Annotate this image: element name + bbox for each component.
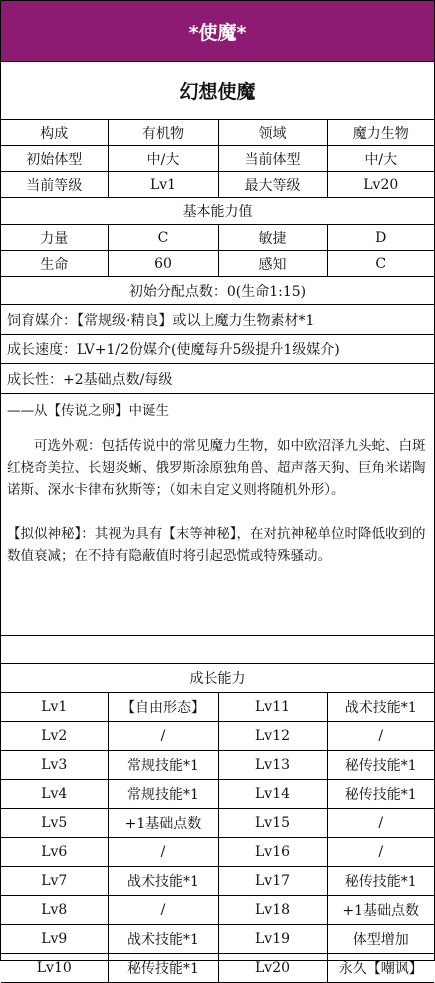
value-cell: D	[327, 225, 434, 251]
value-cell: /	[108, 896, 218, 925]
label-cell: 构成	[1, 120, 108, 146]
label-cell: Lv7	[1, 867, 108, 896]
value-cell: /	[108, 722, 218, 751]
stats-row	[1, 225, 434, 251]
label-cell: 当前体型	[218, 146, 327, 172]
value-cell: 永久【嘲讽】	[327, 954, 434, 983]
label-cell: Lv20	[218, 954, 327, 983]
value-cell: 常规技能*1	[108, 780, 218, 809]
label-cell: Lv3	[1, 751, 108, 780]
value-cell: 60	[108, 251, 218, 277]
familiar-title: 幻想使魔	[1, 62, 434, 120]
label-cell: Lv14	[218, 780, 327, 809]
growth-table	[1, 693, 434, 983]
growth-row	[1, 780, 434, 809]
label-cell: Lv11	[218, 693, 327, 722]
value-cell: /	[327, 809, 434, 838]
label-cell: 当前等级	[1, 172, 108, 198]
value-cell: +1基础点数	[327, 896, 434, 925]
label-cell: 最大等级	[218, 172, 327, 198]
value-cell: 战术技能*1	[108, 867, 218, 896]
label-cell: Lv4	[1, 780, 108, 809]
growth-speed: 成长速度：LV+1/2份媒介(使魔每升5级提升1级媒介)	[1, 335, 434, 364]
label-cell: Lv17	[218, 867, 327, 896]
growth-header: 成长能力	[1, 664, 434, 693]
growth-row	[1, 867, 434, 896]
stats-row	[1, 251, 434, 277]
info-row	[1, 172, 434, 198]
origin-text: ——从【传说之卵】中诞生	[7, 403, 169, 419]
value-cell: /	[108, 838, 218, 867]
growth-row	[1, 954, 434, 983]
label-cell: Lv15	[218, 809, 327, 838]
value-cell: 魔力生物	[327, 120, 434, 146]
initial-points: 初始分配点数：0(生命1:15)	[1, 277, 434, 305]
value-cell: 战术技能*1	[327, 693, 434, 722]
growth-row	[1, 809, 434, 838]
value-cell: 有机物	[108, 120, 218, 146]
value-cell: /	[327, 722, 434, 751]
label-cell: 领域	[218, 120, 327, 146]
spacer-row	[1, 636, 434, 664]
value-cell: 中/大	[327, 146, 434, 172]
growth-stat: 成长性：+2基础点数/每级	[1, 364, 434, 394]
label-cell: Lv8	[1, 896, 108, 925]
label-cell: 初始体型	[1, 146, 108, 172]
value-cell: 秘传技能*1	[327, 867, 434, 896]
label-cell: Lv9	[1, 925, 108, 954]
value-cell: C	[108, 225, 218, 251]
value-cell: Lv20	[327, 172, 434, 198]
appearance-text: 可选外观：包括传说中的常见魔力生物，如中欧沼泽九头蛇、白斑红桡奇美拉、长翅炎蜥、俄罗斯涂原独角兽、超声落天狗、巨角米诺陶诺斯、深水卡律布狄斯等；（如未自定义则将随机外形）。	[7, 438, 426, 498]
value-cell: 中/大	[108, 146, 218, 172]
sheet-header: *使魔*	[1, 1, 434, 62]
label-cell: Lv2	[1, 722, 108, 751]
growth-row	[1, 896, 434, 925]
value-cell: Lv1	[108, 172, 218, 198]
value-cell: 【自由形态】	[108, 693, 218, 722]
label-cell: Lv16	[218, 838, 327, 867]
stats-header: 基本能力值	[1, 198, 434, 225]
label-cell: Lv5	[1, 809, 108, 838]
value-cell: 秘传技能*1	[327, 780, 434, 809]
label-cell: 感知	[218, 251, 327, 277]
value-cell: 战术技能*1	[108, 925, 218, 954]
mystic-text: 【拟似神秘】：其视为具有【末等神秘】，在对抗神秘单位时降低收到的数值衰减；在不持有隐蔽值时将引起恐慌或特殊骚动。	[7, 526, 426, 564]
value-cell: 秘传技能*1	[108, 954, 218, 983]
value-cell: C	[327, 251, 434, 277]
label-cell: Lv12	[218, 722, 327, 751]
label-cell: 生命	[1, 251, 108, 277]
label-cell: Lv18	[218, 896, 327, 925]
feeding-medium: 饲育媒介：【常规级·精良】或以上魔力生物素材*1	[1, 305, 434, 335]
info-row	[1, 120, 434, 146]
value-cell: 秘传技能*1	[327, 751, 434, 780]
label-cell: 力量	[1, 225, 108, 251]
value-cell: /	[327, 838, 434, 867]
info-table	[1, 120, 434, 198]
label-cell: Lv10	[1, 954, 108, 983]
label-cell: 敏捷	[218, 225, 327, 251]
growth-row	[1, 925, 434, 954]
growth-row	[1, 693, 434, 722]
label-cell: Lv19	[218, 925, 327, 954]
growth-row	[1, 722, 434, 751]
label-cell: Lv1	[1, 693, 108, 722]
description-block	[1, 394, 434, 636]
label-cell: Lv13	[218, 751, 327, 780]
stats-table	[1, 225, 434, 277]
growth-row	[1, 838, 434, 867]
info-row	[1, 146, 434, 172]
value-cell: +1基础点数	[108, 809, 218, 838]
value-cell: 常规技能*1	[108, 751, 218, 780]
growth-row	[1, 751, 434, 780]
value-cell: 体型增加	[327, 925, 434, 954]
label-cell: Lv6	[1, 838, 108, 867]
